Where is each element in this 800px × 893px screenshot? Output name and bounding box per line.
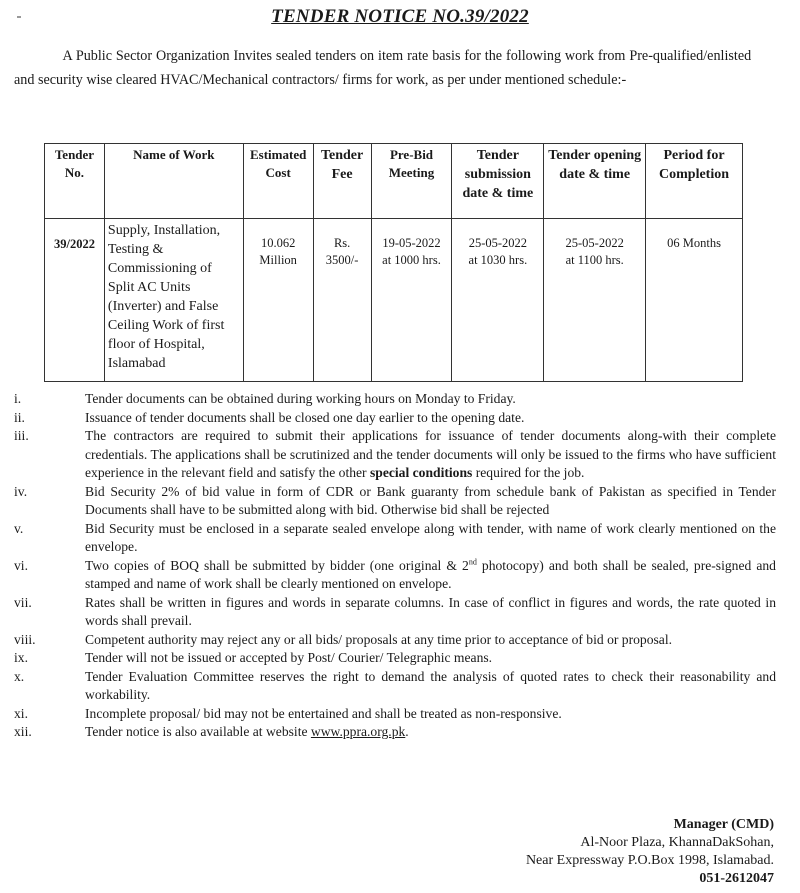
special-conditions-text: special conditions xyxy=(369,465,473,480)
condition-text: Rates shall be written in figures and words in separate columns. In case of conflict in figures and words, the rate quoted in words shall prevail. xyxy=(85,594,776,628)
cell-period: 06 Months xyxy=(646,219,743,382)
cost-unit: Million xyxy=(259,253,297,267)
table-row xyxy=(45,219,743,382)
tender-schedule-table xyxy=(44,143,743,382)
condition-number: ii. xyxy=(14,409,25,425)
cell-tender-fee xyxy=(313,219,371,382)
cell-estimated-cost xyxy=(243,219,313,382)
condition-text: . xyxy=(405,724,409,739)
address-line-1: Al-Noor Plaza, KhannaDakSohan, xyxy=(580,835,774,850)
fee-amount: 3500/- xyxy=(325,253,359,267)
condition-number: ix. xyxy=(14,650,28,665)
condition-number: vi. xyxy=(14,557,28,573)
condition-text: required for the job. xyxy=(472,465,585,480)
condition-text: Bid Security must be enclosed in a separate sealed envelope along with tender, with name of work clearly mentioned on the envelope. xyxy=(85,520,776,554)
address-line-2: Near Expressway P.O.Box 1998, Islamabad. xyxy=(525,853,774,868)
pre-bid-time: at 1000 hrs. xyxy=(382,253,441,267)
header-estimated-cost: Estimated Cost xyxy=(243,144,313,219)
condition-item xyxy=(14,483,776,520)
condition-item xyxy=(14,594,776,631)
condition-item xyxy=(14,409,776,428)
condition-number: viii. xyxy=(14,631,36,647)
condition-text: Issuance of tender documents shall be closed one day earlier to the opening date. xyxy=(85,409,525,425)
condition-number: xi. xyxy=(14,705,28,721)
condition-number: x. xyxy=(14,668,25,684)
cell-name-of-work: Supply, Installation, Testing & Commissioning of Split AC Units (Inverter) and False Ceiling Work of first floor of Hospital, Islamabad xyxy=(104,219,243,382)
condition-item xyxy=(14,557,776,594)
submission-time: at 1030 hrs. xyxy=(468,253,528,267)
header-submission: Tender submission date & time xyxy=(452,144,544,219)
condition-text: Tender Evaluation Committee reserves the right to demand the analysis of quoted rates to check their reasonability and workability. xyxy=(85,668,776,702)
table-header-row xyxy=(45,144,743,219)
header-tender-no: Tender No. xyxy=(45,144,105,219)
cost-value: 10.062 xyxy=(260,236,296,250)
condition-item xyxy=(14,705,776,724)
condition-number: v. xyxy=(14,520,24,536)
condition-number: iii. xyxy=(14,428,29,443)
ppra-website-link[interactable]: www.ppra.org.pk xyxy=(310,724,406,739)
condition-item xyxy=(14,427,776,483)
condition-text: Tender documents can be obtained during working hours on Monday to Friday. xyxy=(85,391,516,406)
condition-number: iv. xyxy=(14,483,28,499)
condition-item xyxy=(14,520,776,557)
condition-text: Competent authority may reject any or all bids/ proposals at any time prior to acceptance of bid or proposal. xyxy=(85,631,673,647)
header-tender-fee: Tender Fee xyxy=(313,144,371,219)
ordinal-suffix: nd xyxy=(468,556,477,566)
condition-text: Incomplete proposal/ bid may not be entertained and shall be treated as non-responsive. xyxy=(85,705,562,721)
cell-opening xyxy=(544,219,646,382)
condition-text: The contractors are required to submit their applications for issuance of tender documents along-with their complete credentials. The applications shall be scrutinized and the tender documents will only be issued to the firms who have sufficient experience in the relevant field and satisfy the other xyxy=(85,428,776,480)
condition-number: i. xyxy=(14,391,22,406)
cell-pre-bid xyxy=(371,219,452,382)
condition-item xyxy=(14,723,776,742)
header-pre-bid-meeting: Pre-Bid Meeting xyxy=(371,144,452,219)
opening-date: 25-05-2022 xyxy=(565,236,624,250)
signature-block xyxy=(526,816,774,888)
contact-phone: 051-2612047 xyxy=(699,871,774,886)
opening-time: at 1100 hrs. xyxy=(565,253,624,267)
page-title: TENDER NOTICE NO.39/2022 xyxy=(271,6,529,27)
submission-date: 25-05-2022 xyxy=(468,236,528,250)
condition-text: Two copies of BOQ shall be submitted by bidder (one original & 2 xyxy=(85,557,469,573)
condition-text: Tender will not be issued or accepted by Post/ Courier/ Telegraphic means. xyxy=(85,650,493,665)
condition-item xyxy=(14,390,776,409)
header-name-of-work: Name of Work xyxy=(104,144,243,219)
condition-number: vii. xyxy=(14,594,32,610)
conditions-list xyxy=(14,390,776,742)
header-period: Period for Completion xyxy=(646,144,743,219)
condition-item xyxy=(14,649,776,668)
condition-item xyxy=(14,668,776,705)
condition-text: Tender notice is also available at website xyxy=(85,724,311,739)
condition-text: photocopy) and both shall be sealed, pre-signed and stamped and name of work shall be clearly mentioned on envelope. xyxy=(85,557,776,591)
intro-paragraph: A Public Sector Organization Invites sealed tenders on item rate basis for the following work from Pre-qualified/enlisted and security wise cleared HVAC/Mechanical contractors/ firms for work, as per under mentioned schedule:- xyxy=(14,48,752,88)
cell-submission xyxy=(452,219,544,382)
fee-prefix: Rs. xyxy=(333,236,351,250)
condition-number: xii. xyxy=(14,724,32,739)
cell-tender-no: 39/2022 xyxy=(45,219,105,382)
condition-item xyxy=(14,631,776,650)
pre-bid-date: 19-05-2022 xyxy=(382,236,441,250)
condition-text: Bid Security 2% of bid value in form of CDR or Bank guaranty from schedule bank of Pakistan as specified in Tender Documents shall have to be submitted along with bid. Otherwise bid shall be rejected xyxy=(85,483,776,517)
header-opening: Tender opening date & time xyxy=(544,144,646,219)
signatory-designation: Manager (CMD) xyxy=(673,817,774,832)
